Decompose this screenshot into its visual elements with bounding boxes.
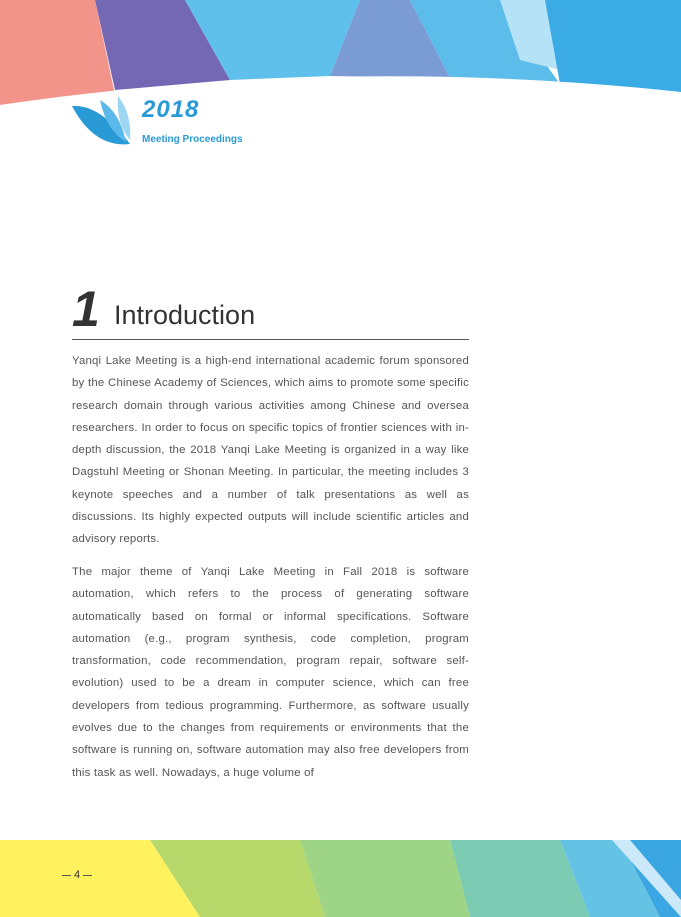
section-heading [72, 281, 469, 340]
page-number-value: 4 [74, 869, 81, 881]
top-decorative-banner [0, 0, 681, 110]
logo-subtitle: Meeting Proceedings [142, 134, 243, 145]
leaf-icon [70, 96, 134, 148]
section-number: 1 [72, 281, 100, 337]
page-number-dash-right [83, 875, 92, 876]
logo-year: 2018 [142, 96, 200, 123]
proceedings-logo [70, 96, 270, 152]
page-number [62, 869, 92, 881]
bottom-decorative-banner [0, 840, 681, 917]
paragraph-1: Yanqi Lake Meeting is a high-end international academic forum sponsored by the Chinese Academy of Sciences, which aims to promote some specific research domain through various activities among Chinese and oversea researchers. In order to focus on specific topics of frontier sciences with in-depth discussion, the 2018 Yanqi Lake Meeting is organized in a way like Dagstuhl Meeting or Shonan Meeting. In particular, the meeting includes 3 keynote speeches and a number of talk presentations as well as discussions. Its highly expected outputs will include scientific articles and advisory reports. [72, 355, 469, 546]
paragraph-2: The major theme of Yanqi Lake Meeting in Fall 2018 is software automation, which refers to the process of generating software automatically based on formal or informal specifications. Software automation (e.g., program synthesis, code completion, program transformation, code recommendation, program repair, software self-evolution) used to be a dream in computer science, which can free developers from tedious programming. Furthermore, as software usually evolves due to the changes from requirements or environments that the software is running on, software automation may also free developers from this task as well. Nowadays, a huge volume of [72, 566, 469, 779]
page-number-dash-left [62, 875, 71, 876]
section-title: Introduction [114, 300, 256, 330]
